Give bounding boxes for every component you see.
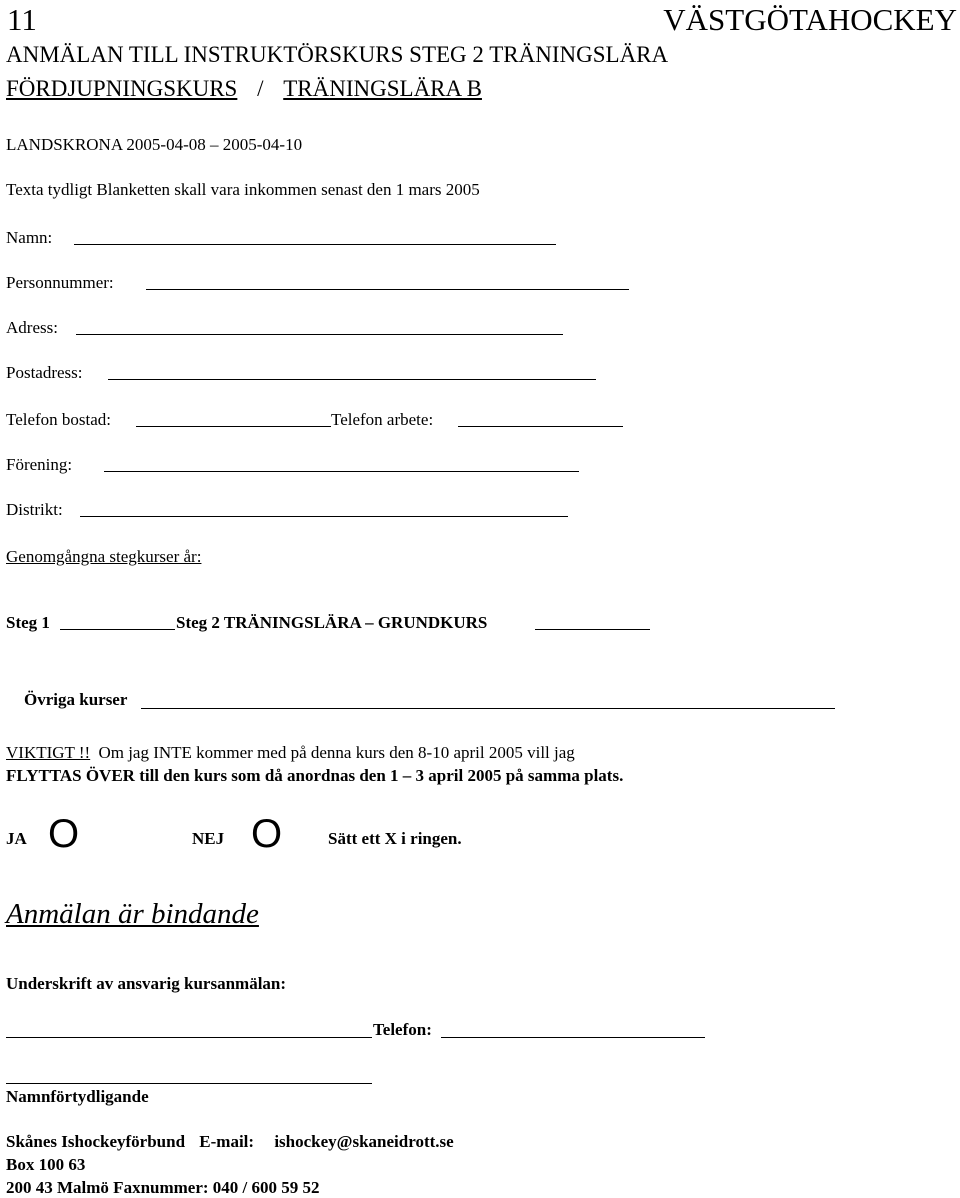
location-dates: LANDSKRONA 2005-04-08 – 2005-04-10	[6, 135, 303, 154]
name-clarification-field[interactable]	[6, 1083, 372, 1084]
yes-ring[interactable]: O	[48, 812, 80, 856]
phone-work-field[interactable]	[458, 426, 623, 427]
club-label: Förening:	[6, 455, 73, 474]
name-field[interactable]	[74, 244, 556, 245]
address-label: Adress:	[6, 318, 58, 337]
completed-courses-heading: Genomgångna stegkurser år:	[6, 547, 202, 566]
no-label: NEJ	[192, 829, 225, 848]
no-ring[interactable]: O	[251, 812, 283, 856]
personal-number-field[interactable]	[146, 289, 629, 290]
page-number: 11	[7, 2, 37, 37]
footer-email: ishockey@skaneidrott.se	[274, 1132, 454, 1151]
organization-name: VÄSTGÖTAHOCKEY	[663, 2, 957, 37]
postal-address-field[interactable]	[108, 379, 596, 380]
phone-work-label: Telefon arbete:	[331, 410, 434, 429]
footer-city-fax: 200 43 Malmö Faxnummer: 040 / 600 59 52	[6, 1178, 320, 1197]
step1-label: Steg 1	[6, 613, 50, 632]
name-clarification-label: Namnförtydligande	[6, 1087, 149, 1106]
form-title-line2	[6, 76, 482, 102]
step1-field[interactable]	[60, 629, 175, 630]
other-courses-field[interactable]	[141, 708, 835, 709]
district-field[interactable]	[80, 516, 568, 517]
step2-label: Steg 2 TRÄNINGSLÄRA – GRUNDKURS	[176, 613, 488, 632]
address-field[interactable]	[76, 334, 563, 335]
important-text: Om jag INTE kommer med på denna kurs den 8-10 april 2005 vill jag	[98, 743, 575, 762]
postal-address-label: Postadress:	[6, 363, 83, 382]
personal-number-label: Personnummer:	[6, 273, 114, 292]
signature-label: Underskrift av ansvarig kursanmälan:	[6, 974, 287, 993]
other-courses-label: Övriga kurser	[24, 690, 128, 709]
important-line1	[6, 743, 575, 763]
club-field[interactable]	[104, 471, 579, 472]
footer-line1	[6, 1132, 454, 1152]
footer-box: Box 100 63	[6, 1155, 86, 1174]
phone-home-field[interactable]	[136, 426, 331, 427]
district-label: Distrikt:	[6, 500, 63, 519]
title-separator: /	[251, 76, 270, 101]
phone-home-label: Telefon bostad:	[6, 410, 112, 429]
instruction-text: Texta tydligt Blanketten skall vara inkommen senast den 1 mars 2005	[6, 180, 480, 199]
step2-field[interactable]	[535, 629, 650, 630]
yes-label: JA	[6, 829, 27, 848]
signature-phone-label: Telefon:	[373, 1020, 432, 1039]
important-label: VIKTIGT !!	[6, 743, 91, 762]
footer-email-label: E-mail:	[199, 1132, 255, 1151]
form-title-line1: ANMÄLAN TILL INSTRUKTÖRSKURS STEG 2 TRÄNINGSLÄRA	[6, 42, 669, 67]
choice-hint: Sätt ett X i ringen.	[328, 829, 462, 848]
signature-field[interactable]	[6, 1037, 372, 1038]
title-traningslara-b: TRÄNINGSLÄRA B	[283, 76, 482, 101]
signature-phone-field[interactable]	[441, 1037, 705, 1038]
title-fordjupning: FÖRDJUPNINGSKURS	[6, 76, 238, 101]
footer-org: Skånes Ishockeyförbund	[6, 1132, 186, 1151]
binding-notice: Anmälan är bindande	[6, 898, 259, 930]
name-label: Namn:	[6, 228, 53, 247]
important-line2: FLYTTAS ÖVER till den kurs som då anordnas den 1 – 3 april 2005 på samma plats.	[6, 766, 624, 785]
